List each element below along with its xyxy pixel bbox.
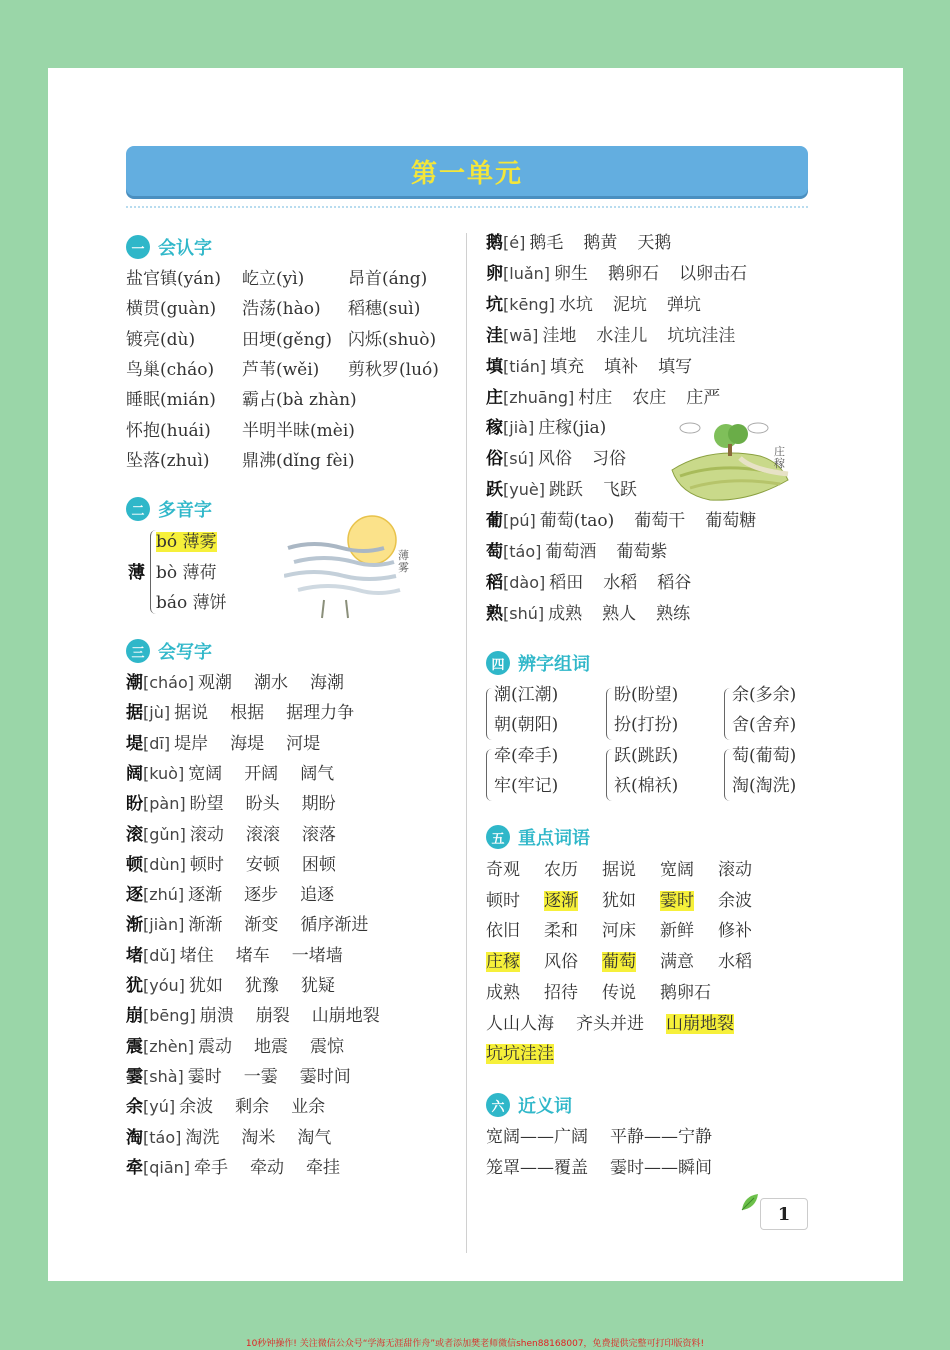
recognize-word: 盐官镇(yán)	[126, 269, 221, 289]
recognize-word: 田埂(gěng)	[242, 329, 333, 350]
distinguish-brace	[724, 688, 730, 740]
write-entry	[486, 232, 671, 254]
write-word: 余波	[179, 1097, 214, 1118]
write-word: 熟人	[602, 603, 637, 624]
keyword-row	[486, 951, 776, 973]
synonym-row	[486, 1126, 734, 1148]
distinguish-word: 朝(朝阳)	[494, 715, 559, 735]
distinguish-word: 袄(棉袄)	[614, 776, 679, 796]
section-recognize-header	[126, 234, 212, 260]
write-entry	[486, 387, 720, 409]
write-word: 淘气	[297, 1127, 332, 1148]
keyword: 修补	[718, 921, 752, 942]
keyword-row	[486, 1013, 756, 1035]
write-word: 村庄	[578, 387, 613, 408]
keyword: 据说	[602, 860, 636, 880]
dotted-divider	[126, 206, 808, 208]
write-pinyin: [é]	[503, 233, 526, 252]
write-pinyin: [luǎn]	[503, 263, 551, 283]
distinguish-word: 牵(牵手)	[494, 746, 559, 766]
write-word: 鹅黄	[583, 233, 618, 253]
write-word: 堵车	[235, 945, 270, 966]
write-word: 业余	[291, 1097, 326, 1118]
write-word: 安顿	[245, 854, 280, 875]
write-char: 犹	[126, 976, 143, 996]
unit-title: 第一单元	[410, 158, 523, 189]
write-char: 稻	[486, 572, 503, 593]
mist-illustration	[284, 510, 414, 622]
write-word: 逐步	[244, 885, 279, 906]
section-distinguish-header	[486, 650, 590, 676]
write-word: 观潮	[198, 673, 233, 693]
section-synonyms-header	[486, 1092, 572, 1118]
write-char: 余	[126, 1097, 143, 1118]
section-title: 会写字	[158, 642, 212, 663]
write-word: 开阔	[244, 763, 279, 784]
write-word: 填补	[604, 356, 639, 377]
write-pinyin: [táo]	[143, 1127, 182, 1147]
keyword: 水稻	[718, 952, 752, 973]
keyword: 山崩地裂	[666, 1013, 734, 1034]
keyword: 依旧	[486, 921, 520, 942]
write-word: 葡萄酒	[545, 542, 597, 562]
write-char: 熟	[486, 603, 503, 624]
section-number-badge: 四	[486, 651, 510, 675]
keyword-row	[486, 859, 776, 881]
write-word: 稻谷	[657, 572, 692, 593]
write-word: 霎时间	[299, 1066, 351, 1087]
write-pinyin: [pàn]	[143, 794, 186, 814]
keyword: 霎时	[660, 890, 694, 911]
write-word: 潮水	[254, 673, 289, 693]
keyword: 犹如	[602, 890, 636, 911]
recognize-word: 鼎沸(dǐng fèi)	[242, 450, 355, 471]
write-word: 鹅卵石	[608, 263, 660, 284]
recognize-word: 横贯(guàn)	[126, 299, 217, 320]
leaf-icon	[738, 1190, 762, 1214]
write-char: 淘	[126, 1127, 143, 1148]
write-pinyin: [zhú]	[143, 885, 185, 905]
write-word: 盼望	[189, 794, 224, 815]
write-word: 山崩地裂	[311, 1006, 380, 1027]
polyphone-reading: báo 薄饼	[156, 593, 227, 613]
write-word: 农庄	[632, 387, 667, 408]
write-word: 滚滚	[245, 824, 280, 845]
write-pinyin: [pú]	[503, 511, 536, 531]
synonym-row	[486, 1157, 734, 1179]
write-char: 震	[126, 1036, 143, 1057]
write-pinyin: [dī]	[143, 733, 171, 753]
write-entry	[486, 510, 756, 532]
write-entry	[126, 1066, 351, 1088]
write-word: 顿时	[189, 854, 224, 875]
keyword: 风俗	[544, 952, 578, 973]
section-title: 多音字	[158, 500, 212, 521]
write-word: 牵手	[194, 1157, 229, 1178]
keyword: 人山人海	[486, 1013, 554, 1034]
write-entry	[486, 356, 692, 378]
write-word: 习俗	[591, 449, 626, 470]
write-word: 风俗	[537, 449, 572, 470]
footer-notice: 10秒钟操作! 关注微信公众号“学海无涯甜作舟”或者添加樊老师微信shen88168007，免费提供完整可打印版资料!	[245, 1339, 705, 1349]
write-word: 葡萄干	[634, 511, 686, 532]
write-pinyin: [zhèn]	[143, 1036, 195, 1056]
recognize-word: 闪烁(shuò)	[348, 329, 437, 350]
write-pinyin: [táo]	[503, 542, 542, 561]
write-pinyin: [shú]	[503, 603, 545, 623]
keyword: 顿时	[486, 890, 520, 911]
write-word: 崩溃	[199, 1006, 234, 1027]
write-word: 以卵击石	[679, 263, 748, 284]
write-pinyin: [tián]	[503, 356, 547, 376]
column-divider	[466, 233, 467, 1253]
write-pinyin: [yú]	[143, 1097, 176, 1117]
write-entry	[486, 572, 691, 594]
section-title: 近义词	[518, 1096, 572, 1117]
write-char: 潮	[126, 673, 143, 693]
write-pinyin: [yuè]	[503, 480, 545, 500]
write-word: 根据	[230, 703, 265, 724]
section-number-badge: 一	[126, 235, 150, 259]
write-word: 一堵墙	[291, 945, 343, 966]
write-word: 堵住	[179, 945, 214, 966]
write-pinyin: [sú]	[503, 449, 534, 469]
distinguish-word: 牢(牢记)	[494, 776, 559, 796]
write-word: 天鹅	[637, 233, 672, 253]
write-char: 坑	[486, 294, 503, 315]
keyword-row	[486, 890, 776, 912]
write-word: 泥坑	[612, 294, 647, 315]
keyword: 柔和	[544, 921, 578, 942]
write-word: 淘洗	[185, 1127, 220, 1148]
section-number-badge: 五	[486, 825, 510, 849]
write-word: 弹坑	[666, 294, 701, 315]
keyword: 逐渐	[544, 890, 578, 911]
write-word: 稻田	[549, 572, 584, 593]
write-entry	[126, 945, 343, 967]
write-char: 庄	[486, 387, 503, 408]
keyword: 传说	[602, 982, 636, 1003]
write-word: 葡萄紫	[616, 542, 668, 562]
write-word: 犹如	[188, 976, 223, 996]
farm-image-label: 庄稼	[774, 445, 785, 470]
write-word: 填充	[550, 356, 585, 377]
write-word: 一霎	[243, 1066, 278, 1087]
write-word: 滚动	[189, 824, 224, 845]
write-word: 渐渐	[188, 915, 223, 936]
write-word: 牵挂	[306, 1157, 341, 1178]
write-pinyin: [shà]	[143, 1066, 184, 1086]
recognize-word: 睡眠(mián)	[126, 390, 216, 411]
write-entry	[126, 1157, 340, 1179]
recognize-word: 半明半昧(mèi)	[242, 420, 355, 441]
write-word: 填写	[658, 356, 693, 377]
write-entry	[486, 294, 701, 316]
write-entry	[126, 824, 336, 846]
write-entry	[486, 325, 735, 347]
write-pinyin: [kuò]	[143, 763, 185, 783]
recognize-word: 屹立(yì)	[242, 269, 305, 289]
write-entry	[126, 1036, 344, 1058]
write-word: 宽阔	[188, 763, 223, 784]
write-entry	[486, 479, 637, 501]
write-word: 葡萄(tao)	[539, 511, 615, 532]
write-entry	[126, 884, 334, 906]
write-word: 循序渐进	[300, 915, 369, 936]
section-write-header	[126, 638, 212, 664]
distinguish-word: 舍(舍弃)	[732, 715, 797, 735]
write-word: 震动	[198, 1036, 233, 1057]
write-word: 洼地	[542, 325, 577, 346]
write-word: 葡萄糖	[705, 511, 757, 532]
synonym-pair: 宽阔——广阔	[486, 1127, 588, 1147]
write-word: 堤岸	[174, 733, 209, 754]
write-word: 淘米	[241, 1127, 276, 1148]
distinguish-brace	[486, 688, 492, 740]
recognize-word: 怀抱(huái)	[126, 420, 211, 441]
write-char: 跃	[486, 480, 503, 501]
keyword: 坑坑洼洼	[486, 1044, 554, 1065]
write-word: 渐变	[244, 915, 279, 936]
write-word: 卵生	[554, 263, 589, 284]
recognize-word: 稻穗(suì)	[348, 299, 421, 320]
distinguish-word: 潮(江潮)	[494, 685, 559, 705]
write-word: 据理力争	[286, 703, 355, 724]
synonym-pair: 霎时——瞬间	[610, 1158, 712, 1178]
write-word: 庄稼(jia)	[538, 418, 607, 439]
recognize-word: 坠落(zhuì)	[126, 450, 210, 471]
write-pinyin: [dùn]	[143, 854, 186, 874]
distinguish-brace	[486, 749, 492, 801]
write-entry	[126, 733, 320, 755]
distinguish-word: 跃(跳跃)	[614, 746, 679, 766]
polyphone-char: 薄	[128, 563, 145, 583]
write-char: 卵	[486, 263, 503, 284]
write-char: 填	[486, 356, 503, 377]
distinguish-word: 余(多余)	[732, 685, 797, 705]
section-keywords-header	[486, 824, 590, 850]
synonym-pair: 笼罩——覆盖	[486, 1158, 588, 1178]
write-pinyin: [zhuāng]	[503, 387, 575, 407]
keyword-row	[486, 1043, 576, 1065]
recognize-word: 昂首(áng)	[348, 269, 428, 289]
recognize-word: 浩荡(hào)	[242, 299, 321, 320]
polyphone-reading: bò 薄荷	[156, 563, 217, 583]
write-word: 成熟	[548, 603, 583, 624]
section-polyphone-header	[126, 496, 212, 522]
write-char: 滚	[126, 824, 143, 845]
write-pinyin: [yóu]	[143, 976, 185, 995]
write-word: 水坑	[558, 294, 593, 315]
write-char: 葡	[486, 511, 503, 532]
write-pinyin: [dào]	[503, 572, 546, 592]
write-entry	[126, 1005, 380, 1027]
write-entry	[486, 603, 690, 625]
write-word: 剩余	[235, 1097, 270, 1118]
write-word: 海潮	[310, 673, 345, 693]
write-char: 俗	[486, 449, 503, 470]
write-entry	[486, 417, 606, 439]
distinguish-brace	[606, 749, 612, 801]
write-char: 逐	[126, 885, 143, 906]
keyword-row	[486, 982, 735, 1004]
recognize-word: 霸占(bà zhàn)	[242, 390, 357, 411]
write-word: 飞跃	[602, 480, 637, 501]
write-char: 渐	[126, 915, 143, 936]
write-pinyin: [cháo]	[143, 673, 195, 692]
mist-image-label: 薄雾	[398, 549, 409, 574]
distinguish-word: 萄(葡萄)	[732, 746, 797, 766]
write-pinyin: [wā]	[503, 325, 539, 345]
write-char: 阔	[126, 763, 143, 784]
write-char: 稼	[486, 418, 503, 439]
write-pinyin: [jù]	[143, 703, 171, 723]
write-word: 滚落	[301, 824, 336, 845]
write-word: 据说	[174, 703, 209, 724]
section-number-badge: 三	[126, 639, 150, 663]
write-entry	[126, 702, 354, 724]
write-entry	[126, 1096, 325, 1118]
distinguish-word: 淘(淘洗)	[732, 776, 797, 796]
write-entry	[126, 672, 344, 694]
write-word: 期盼	[301, 794, 336, 815]
write-entry	[486, 263, 747, 285]
write-char: 顿	[126, 854, 143, 875]
write-word: 崩裂	[255, 1006, 290, 1027]
write-pinyin: [jiàn]	[143, 915, 185, 935]
write-char: 堵	[126, 945, 143, 966]
write-pinyin: [kēng]	[503, 294, 555, 314]
write-word: 困顿	[301, 854, 336, 875]
keyword: 滚动	[718, 860, 752, 880]
write-entry	[486, 541, 667, 563]
write-pinyin: [gǔn]	[143, 824, 186, 844]
distinguish-brace	[606, 688, 612, 740]
write-entry	[126, 793, 336, 815]
write-word: 熟练	[656, 603, 691, 624]
write-pinyin: [bēng]	[143, 1006, 196, 1026]
write-word: 犹豫	[244, 976, 279, 996]
write-word: 地震	[254, 1036, 289, 1057]
keyword: 齐头并进	[576, 1013, 644, 1034]
write-word: 逐渐	[188, 885, 223, 906]
write-word: 追逐	[300, 885, 335, 906]
write-word: 水稻	[603, 572, 638, 593]
unit-banner	[126, 146, 808, 196]
write-entry	[126, 975, 335, 997]
keyword: 新鲜	[660, 921, 694, 942]
keyword: 余波	[718, 890, 752, 911]
keyword: 招待	[544, 982, 578, 1003]
write-word: 水洼儿	[596, 325, 648, 346]
write-word: 坑坑洼洼	[667, 325, 736, 346]
page-number: 1	[760, 1198, 808, 1230]
synonym-pair: 平静——宁静	[610, 1127, 712, 1147]
recognize-word: 鸟巢(cháo)	[126, 359, 215, 380]
keyword: 满意	[660, 952, 694, 973]
recognize-word: 剪秋罗(luó)	[348, 359, 439, 380]
write-word: 盼头	[245, 794, 280, 815]
keyword-row	[486, 920, 776, 942]
write-char: 洼	[486, 325, 503, 346]
write-entry	[126, 763, 334, 785]
keyword: 成熟	[486, 982, 520, 1003]
write-word: 震惊	[310, 1036, 345, 1057]
write-char: 萄	[486, 542, 503, 562]
section-title: 会认字	[158, 238, 212, 259]
write-char: 崩	[126, 1006, 143, 1027]
write-word: 犹疑	[300, 976, 335, 996]
write-word: 牵动	[250, 1157, 285, 1178]
recognize-word: 芦苇(wěi)	[242, 359, 320, 380]
keyword: 鹅卵石	[660, 982, 711, 1003]
keyword: 河床	[602, 921, 636, 942]
write-pinyin: [dǔ]	[143, 945, 176, 965]
write-char: 据	[126, 703, 143, 724]
section-title: 重点词语	[518, 828, 590, 849]
keyword: 庄稼	[486, 952, 520, 973]
section-number-badge: 六	[486, 1093, 510, 1117]
write-char: 鹅	[486, 233, 503, 253]
write-word: 阔气	[300, 763, 335, 784]
recognize-word: 镀亮(dù)	[126, 329, 196, 350]
keyword: 宽阔	[660, 860, 694, 880]
distinguish-word: 盼(盼望)	[614, 685, 679, 705]
polyphone-reading: bó 薄雾	[156, 532, 217, 552]
write-char: 霎	[126, 1066, 143, 1087]
write-entry	[126, 1127, 331, 1149]
write-word: 海堤	[230, 733, 265, 754]
keyword: 葡萄	[602, 952, 636, 973]
section-title: 辨字组词	[518, 654, 590, 675]
write-word: 跳跃	[548, 480, 583, 501]
write-char: 牵	[126, 1157, 143, 1178]
distinguish-word: 扮(打扮)	[614, 715, 679, 735]
write-entry	[126, 914, 368, 936]
keyword: 奇观	[486, 860, 520, 880]
write-word: 庄严	[686, 387, 721, 408]
write-entry	[486, 448, 626, 470]
write-word: 河堤	[286, 733, 321, 754]
keyword: 农历	[544, 860, 578, 880]
write-word: 鹅毛	[529, 233, 564, 253]
write-pinyin: [qiān]	[143, 1157, 191, 1177]
write-char: 盼	[126, 794, 143, 815]
distinguish-brace	[724, 749, 730, 801]
write-entry	[126, 854, 336, 876]
section-number-badge: 二	[126, 497, 150, 521]
write-word: 霎时	[187, 1066, 222, 1087]
write-pinyin: [jià]	[503, 418, 535, 438]
worksheet-page	[48, 68, 903, 1281]
write-char: 堤	[126, 733, 143, 754]
